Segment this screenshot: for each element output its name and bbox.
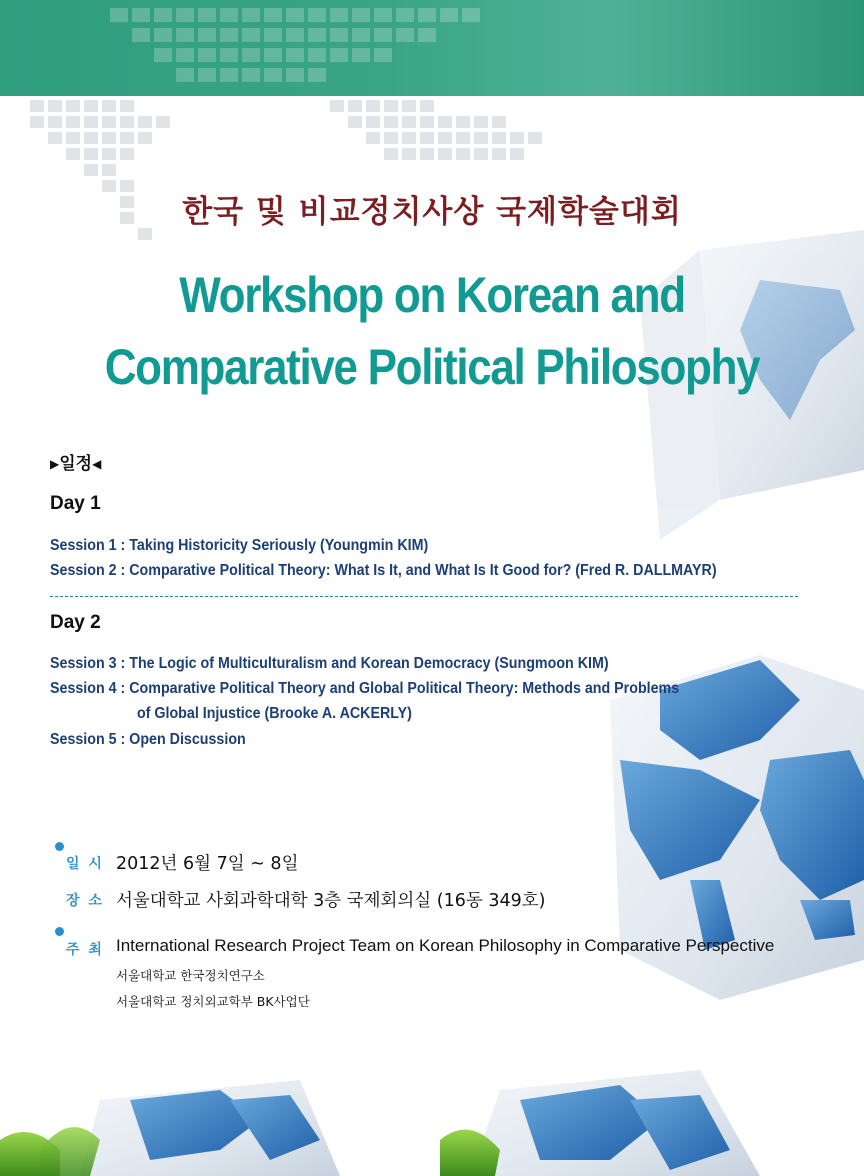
host-label: 주 최	[66, 942, 104, 958]
schedule-header-label: 일정	[59, 454, 93, 474]
host-org-2: 서울대학교 정치외교학부 BK사업단	[116, 994, 310, 1009]
top-banner-grid	[0, 0, 864, 96]
schedule-header	[50, 449, 101, 474]
place-value: 서울대학교 사회과학대학 3층 국제회의실 (16동 349호)	[116, 891, 546, 911]
host-value: International Research Project Team on Korean Philosophy in Comparative Perspective	[116, 936, 775, 955]
session-2: Session 2 : Comparative Political Theory: What Is It, and What Is It Good for? (Fred R. DALLMAYR)	[50, 562, 717, 579]
english-title-line-1: Workshop on Korean and	[179, 267, 685, 323]
english-title-line-2: Comparative Political Philosophy	[104, 339, 760, 395]
bullet-dot-icon	[55, 927, 64, 936]
day-2-label: Day 2	[50, 612, 101, 633]
triangle-right-icon: ▶	[50, 457, 60, 471]
triangle-left-icon: ◀	[92, 457, 102, 471]
session-5: Session 5 : Open Discussion	[50, 731, 246, 748]
session-4-continued: of Global Injustice (Brooke A. ACKERLY)	[137, 705, 412, 722]
session-3: Session 3 : The Logic of Multiculturalism and Korean Democracy (Sungmoon KIM)	[50, 655, 609, 672]
session-4: Session 4 : Comparative Political Theory and Global Political Theory: Methods and Problems	[50, 680, 680, 697]
host-org-1: 서울대학교 한국정치연구소	[116, 968, 265, 983]
session-1: Session 1 : Taking Historicity Seriously (Youngmin KIM)	[50, 537, 429, 554]
day-1-label: Day 1	[50, 493, 101, 514]
place-label: 장 소	[66, 893, 104, 909]
bullet-dot-icon	[55, 842, 64, 851]
date-label: 일 시	[66, 856, 104, 872]
date-value: 2012년 6월 7일 ~ 8일	[116, 854, 299, 874]
korean-title: 한국 및 비교정치사상 국제학술대회	[182, 194, 682, 230]
day-divider	[50, 596, 798, 597]
